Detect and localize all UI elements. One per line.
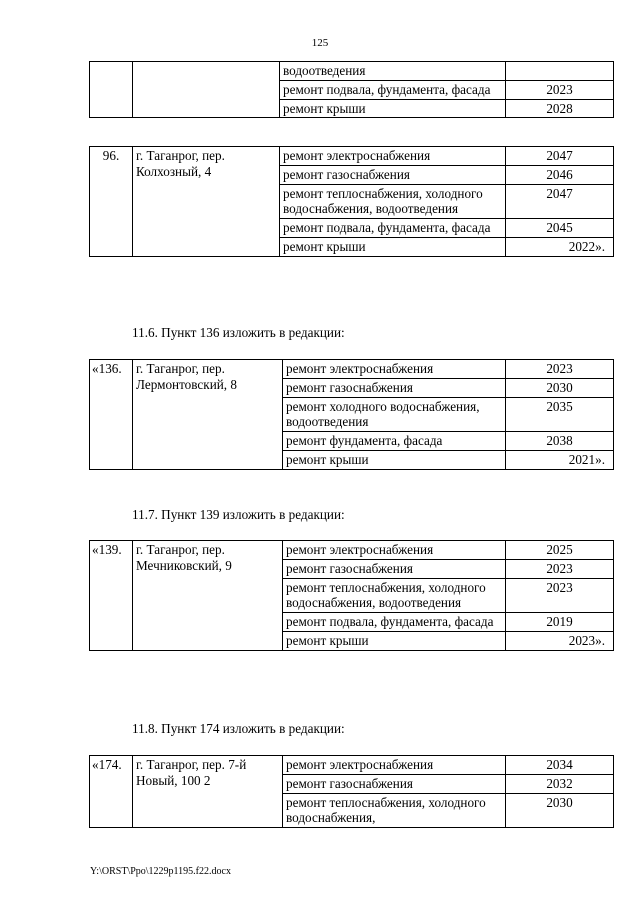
year-cell: 2046 [506, 165, 614, 184]
table-item-139 [89, 540, 614, 651]
work-cell: ремонт крыши [283, 631, 506, 650]
work-cell: ремонт холодного водоснабжения, водоотведения [283, 397, 506, 432]
year-cell: 2028 [506, 99, 614, 118]
year-cell: 2035 [506, 397, 614, 432]
table-row [90, 360, 614, 379]
page-number: 125 [311, 37, 329, 49]
year-cell: 2030 [506, 793, 614, 828]
paragraph-11-7: 11.7. Пункт 139 изложить в редакции: [132, 507, 345, 522]
year-cell: 2023». [506, 631, 614, 650]
year-cell: 2021». [506, 450, 614, 469]
year-cell [506, 62, 614, 81]
address-cell: г. Таганрог, пер. Колхозный, 4 [133, 147, 280, 257]
paragraph-11-6: 11.6. Пункт 136 изложить в редакции: [132, 325, 345, 340]
row-number-cell: «136. [90, 360, 133, 470]
address-cell: г. Таганрог, пер. 7-й Новый, 100 2 [133, 756, 283, 828]
year-cell: 2025 [506, 541, 614, 560]
year-cell: 2019 [506, 613, 614, 632]
row-number-cell: «174. [90, 756, 133, 828]
table-item-136 [89, 359, 614, 470]
work-cell: ремонт электроснабжения [283, 360, 506, 379]
year-cell: 2032 [506, 774, 614, 793]
work-cell: ремонт крыши [280, 99, 506, 118]
year-cell: 2030 [506, 378, 614, 397]
year-cell: 2047 [506, 184, 614, 219]
year-cell: 2022». [506, 237, 614, 256]
work-cell: ремонт электроснабжения [283, 541, 506, 560]
year-cell: 2023 [506, 578, 614, 613]
paragraph-11-8: 11.8. Пункт 174 изложить в редакции: [132, 721, 345, 736]
work-cell: ремонт газоснабжения [283, 378, 506, 397]
row-number-cell [90, 62, 133, 118]
work-cell: ремонт газоснабжения [280, 165, 506, 184]
table-row [90, 147, 614, 166]
row-number-cell: 96. [90, 147, 133, 257]
work-cell: ремонт электроснабжения [280, 147, 506, 166]
work-cell: ремонт подвала, фундамента, фасада [280, 80, 506, 99]
work-cell: ремонт подвала, фундамента, фасада [283, 613, 506, 632]
table-item-96 [89, 146, 614, 257]
year-cell: 2038 [506, 432, 614, 451]
year-cell: 2023 [506, 80, 614, 99]
work-cell: ремонт газоснабжения [283, 774, 506, 793]
year-cell: 2045 [506, 219, 614, 238]
year-cell: 2023 [506, 559, 614, 578]
table-item-174 [89, 755, 614, 828]
year-cell: 2047 [506, 147, 614, 166]
year-cell: 2034 [506, 756, 614, 775]
work-cell: водоотведения [280, 62, 506, 81]
work-cell: ремонт крыши [283, 450, 506, 469]
year-cell: 2023 [506, 360, 614, 379]
address-cell: г. Таганрог, пер. Мечниковский, 9 [133, 541, 283, 651]
work-cell: ремонт теплоснабжения, холодного водоснабжения, [283, 793, 506, 828]
address-cell: г. Таганрог, пер. Лермонтовский, 8 [133, 360, 283, 470]
row-number-cell: «139. [90, 541, 133, 651]
table-row [90, 756, 614, 775]
work-cell: ремонт теплоснабжения, холодного водоснабжения, водоотведения [283, 578, 506, 613]
work-cell: ремонт газоснабжения [283, 559, 506, 578]
work-cell: ремонт фундамента, фасада [283, 432, 506, 451]
table-row [90, 62, 614, 81]
work-cell: ремонт теплоснабжения, холодного водоснабжения, водоотведения [280, 184, 506, 219]
footer-file-path: Y:\ORST\Ppo\1229p1195.f22.docx [90, 866, 231, 877]
table-row [90, 541, 614, 560]
work-cell: ремонт электроснабжения [283, 756, 506, 775]
work-cell: ремонт подвала, фундамента, фасада [280, 219, 506, 238]
work-cell: ремонт крыши [280, 237, 506, 256]
table-continuation [89, 61, 614, 118]
address-cell [133, 62, 280, 118]
